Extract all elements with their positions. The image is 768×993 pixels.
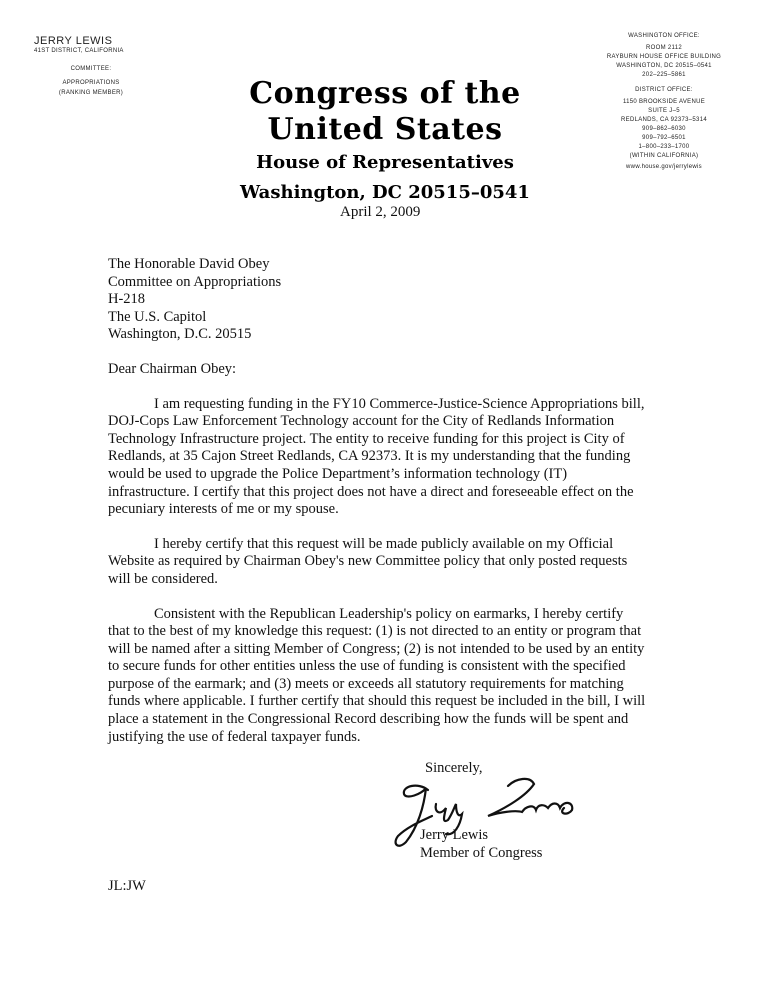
website: www.house.gov/jerrylewis bbox=[626, 164, 702, 170]
addressee-line: Committee on Appropriations bbox=[108, 273, 282, 290]
addressee-line: Washington, D.C. 20515 bbox=[108, 326, 252, 343]
letterhead-left bbox=[34, 36, 126, 98]
signer-title: Member of Congress bbox=[420, 845, 543, 861]
addressee-line: H-218 bbox=[108, 291, 146, 308]
tollfree-phone: 1–800–233–1700 bbox=[638, 144, 690, 150]
addressee-line: The U.S. Capitol bbox=[108, 308, 207, 325]
letterhead-right bbox=[604, 32, 724, 172]
washington-office-label: WASHINGTON OFFICE: bbox=[628, 33, 700, 39]
representative-name: JERRY LEWIS bbox=[34, 35, 113, 47]
house-title: House of Representatives bbox=[256, 152, 514, 173]
committee-role: (RANKING MEMBER) bbox=[58, 90, 124, 96]
district-office-label: DISTRICT OFFICE: bbox=[635, 87, 693, 93]
washington-room: ROOM 2112 bbox=[646, 45, 682, 51]
committee-label: COMMITTEE: bbox=[70, 66, 112, 72]
district-city: REDLANDS, CA 92373–5314 bbox=[621, 117, 707, 123]
washington-address: Washington, DC 20515–0541 bbox=[240, 182, 530, 203]
committee-name: APPROPRIATIONS bbox=[62, 80, 120, 86]
district-suite: SUITE J–5 bbox=[648, 108, 680, 114]
salutation: Dear Chairman Obey: bbox=[108, 360, 237, 377]
addressee-block bbox=[108, 256, 648, 344]
letter-date: April 2, 2009 bbox=[340, 204, 421, 220]
addressee-line: The Honorable David Obey bbox=[108, 256, 270, 272]
signature-block bbox=[420, 826, 542, 862]
district: 41ST DISTRICT, CALIFORNIA bbox=[34, 48, 124, 54]
congress-title: Congress of the United States bbox=[249, 76, 521, 147]
paragraph: I hereby certify that this request will be made publicly available on my Official Website as required by Chairman Obey's new Committee policy that only posted requests will be considered. bbox=[108, 535, 628, 587]
paragraph: I am requesting funding in the FY10 Commerce-Justice-Science Appropriations bill, DOJ-Cops Law Enforcement Technology account for the City of Redlands Information Technology Infrastructure project. The entity to receive funding for this project is City of Redlands, at 35 Cajon Street Redlands, CA 92373. It is my understanding that the funding would be used to upgrade the Police Department’s information technology (IT) infrastructure. I certify that this project does not have a direct and foreseeable effect on the pecuniary interests of me or my spouse. bbox=[108, 395, 645, 518]
washington-city: WASHINGTON, DC 20515–0541 bbox=[616, 63, 712, 69]
district-fax: 909–792–6501 bbox=[642, 135, 686, 141]
paragraph: Consistent with the Republican Leadership's policy on earmarks, I hereby certify that to the best of my knowledge this request: (1) is not directed to an entity or program that will be named after a sitting Member of Congress; (2) is not intended to be used by an entity to secure funds for other entities unless the use of funding is consistent with the specified purpose of the earmark; and (3) meets or exceeds all statutory requirements for matching funds where applicable. I further certify that should this request be included in the bill, I will place a statement in the Congressional Record describing how the funds will be spent and justifying the use of federal taxpayer funds. bbox=[108, 605, 646, 745]
letterhead-center bbox=[200, 76, 570, 206]
reference-initials: JL:JW bbox=[108, 878, 146, 894]
closing: Sincerely, bbox=[425, 760, 483, 776]
letter-body bbox=[108, 256, 648, 746]
district-phone: 909–862–6030 bbox=[642, 126, 686, 132]
tollfree-note: (WITHIN CALIFORNIA) bbox=[629, 153, 699, 159]
signer-name: Jerry Lewis bbox=[420, 827, 489, 843]
district-street: 1150 BROOKSIDE AVENUE bbox=[622, 99, 706, 105]
washington-building: RAYBURN HOUSE OFFICE BUILDING bbox=[606, 54, 722, 60]
washington-phone: 202–225–5861 bbox=[642, 72, 686, 78]
